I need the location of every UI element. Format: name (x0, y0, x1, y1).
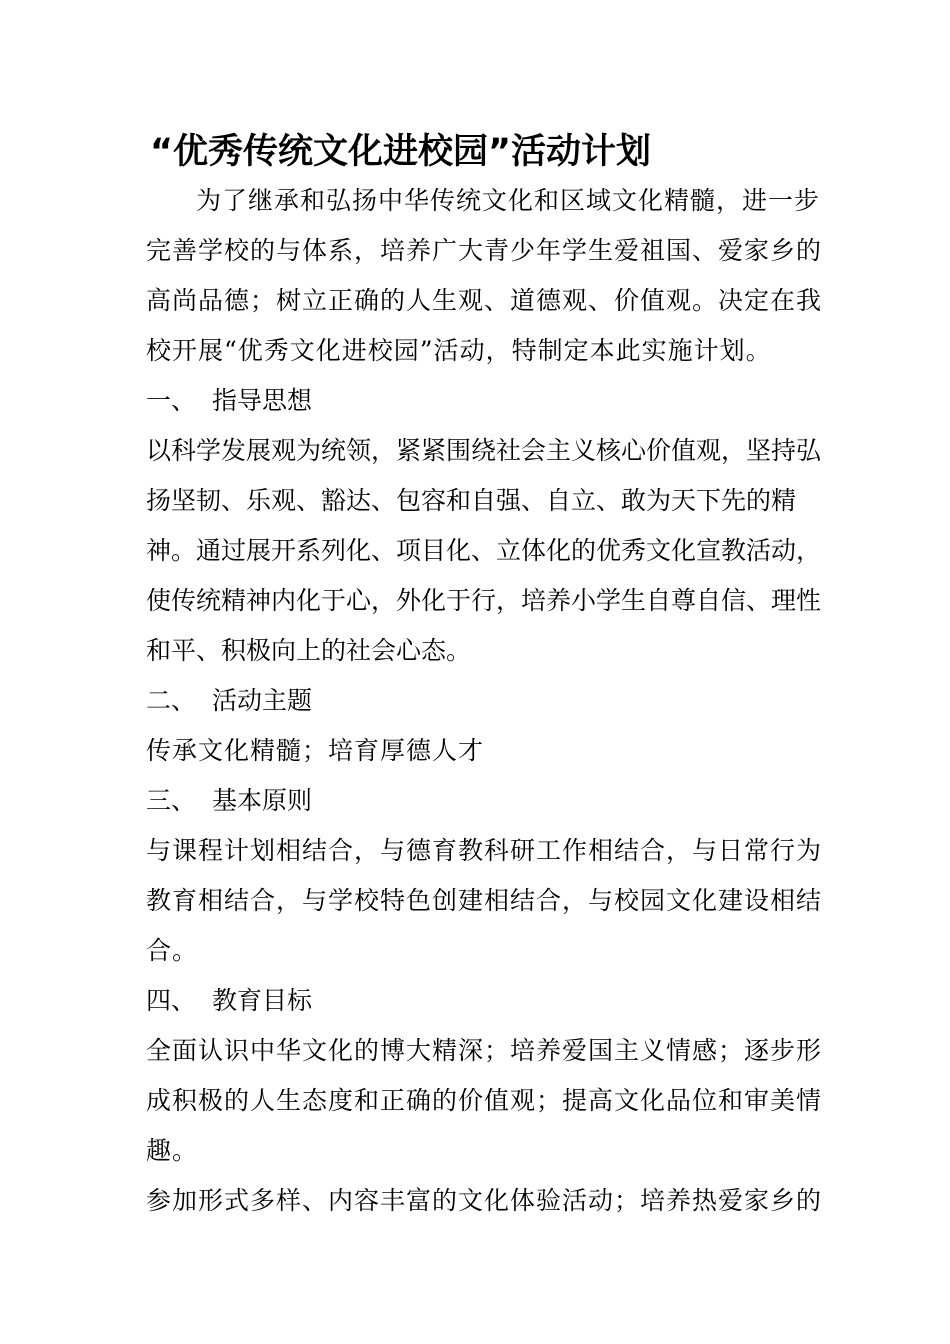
section-4-paragraph-1: 全面认识中华文化的博大精深；培养爱国主义情感；逐步形成积极的人生态度和正确的价值观；提高文化品位和审美情趣。 (146, 1036, 823, 1165)
section-number: 二、 (146, 686, 197, 715)
document-title: “优秀传统文化进校园”活动计划 (150, 132, 652, 172)
section-4-paragraph-2: 参加形式多样、内容丰富的文化体验活动；培养热爱家乡的 (146, 1186, 823, 1215)
intro-paragraph: 为了继承和弘扬中华传统文化和区域文化精髓，进一步完善学校的与体系，培养广大青少年学生爱祖国、爱家乡的高尚品德；树立正确的人生观、道德观、价值观。决定在我校开展“优秀文化进校园”活动，特制定本此实施计划。 (146, 186, 823, 365)
section-title: 基本原则 (212, 786, 313, 815)
document-body (146, 176, 826, 1226)
section-number: 三、 (146, 786, 197, 815)
section-title: 指导思想 (212, 386, 313, 415)
section-heading-3 (146, 776, 826, 826)
section-number: 四、 (146, 986, 197, 1015)
section-3-paragraph: 与课程计划相结合，与德育教科研工作相结合，与日常行为教育相结合，与学校特色创建相结合，与校园文化建设相结合。 (146, 836, 823, 965)
section-2-paragraph: 传承文化精髓；培育厚德人才 (146, 736, 485, 765)
section-number: 一、 (146, 386, 197, 415)
section-title: 活动主题 (212, 686, 313, 715)
section-title: 教育目标 (212, 986, 313, 1015)
section-heading-4 (146, 976, 826, 1026)
section-1-paragraph: 以科学发展观为统领，紧紧围绕社会主义核心价值观，坚持弘扬坚韧、乐观、豁达、包容和自强、自立、敢为天下先的精神。通过展开系列化、项目化、立体化的优秀文化宣教活动，使传统精神内化于心，外化于行，培养小学生自尊自信、理性和平、积极向上的社会心态。 (146, 436, 822, 665)
section-heading-2 (146, 676, 826, 726)
section-heading-1 (146, 376, 826, 426)
